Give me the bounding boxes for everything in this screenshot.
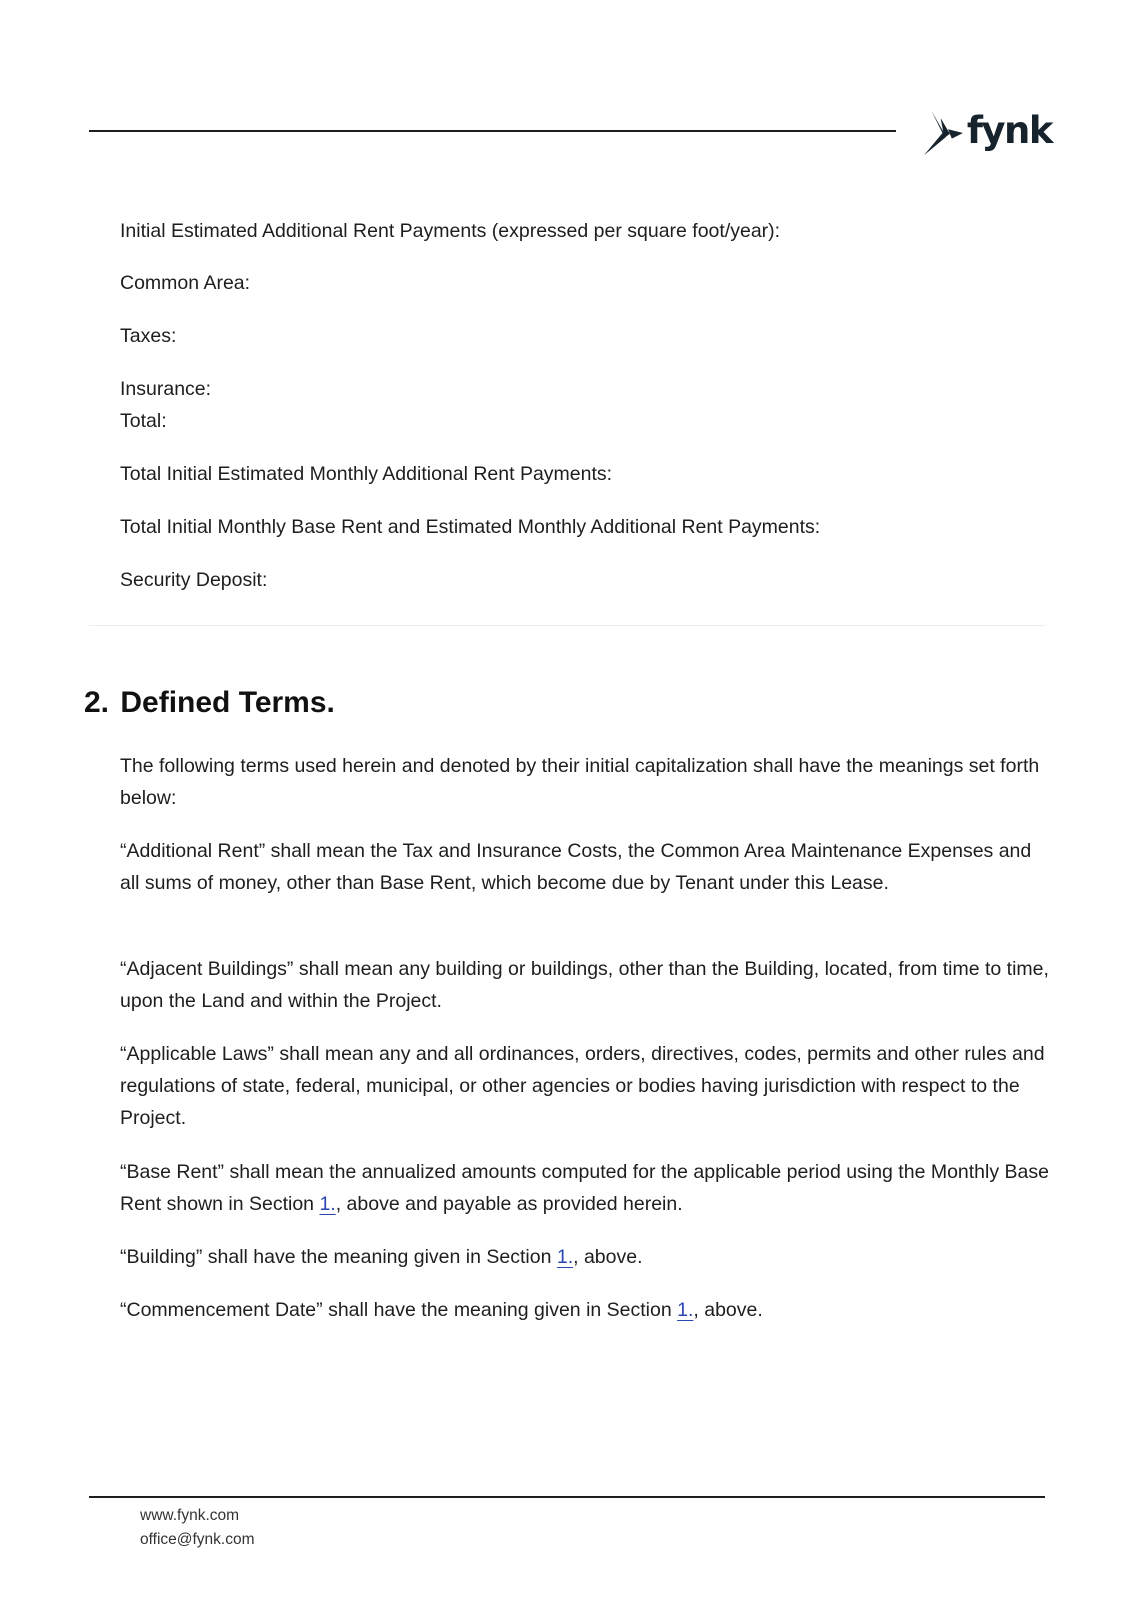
section-title: Defined Terms. <box>120 686 335 719</box>
insurance-label: Insurance: <box>120 378 212 400</box>
total-label: Total: <box>120 410 167 432</box>
section-1-link[interactable]: 1. <box>319 1193 336 1215</box>
fynk-logo <box>922 105 1052 161</box>
definition-text: , above. <box>693 1299 763 1321</box>
section-1-link[interactable]: 1. <box>677 1299 694 1321</box>
footer-email[interactable]: office@fynk.com <box>140 1531 255 1548</box>
section-1-link[interactable]: 1. <box>556 1246 574 1268</box>
additional-rent-payments-label: Initial Estimated Additional Rent Payments (expressed per square foot/year): <box>120 220 781 242</box>
definition-text: “Building” shall have the meaning given in Section <box>120 1246 557 1268</box>
section-number: 2. <box>84 686 110 719</box>
definition-text: “Base Rent” shall mean the annualized amounts computed for the applicable period using the Monthly Base Rent shown in Section <box>120 1161 1049 1215</box>
footer-rule <box>89 1496 1045 1498</box>
total-monthly-base-and-additional-rent-label: Total Initial Monthly Base Rent and Estimated Monthly Additional Rent Payments: <box>120 516 821 538</box>
definition-base-rent <box>120 1156 1050 1220</box>
definition-text: “Commencement Date” shall have the meaning given in Section <box>120 1299 678 1321</box>
section-divider <box>89 625 1045 626</box>
security-deposit-label: Security Deposit: <box>120 569 268 591</box>
bird-logo-icon <box>922 107 965 159</box>
definition-text: , above. <box>573 1246 643 1268</box>
section-intro: The following terms used herein and denoted by their initial capitalization shall have the meanings set forth below: <box>120 755 1040 809</box>
definition-additional-rent: “Additional Rent” shall mean the Tax and Insurance Costs, the Common Area Maintenance Expenses and all sums of money, other than Base Rent, which become due by Tenant under this Lease. <box>120 840 1032 894</box>
definition-adjacent-buildings: “Adjacent Buildings” shall mean any building or buildings, other than the Building, located, from time to time, upon the Land and within the Project. <box>120 958 1049 1012</box>
definition-commencement-date <box>120 1294 1050 1326</box>
header-rule <box>89 130 896 132</box>
taxes-label: Taxes: <box>120 325 177 347</box>
section-heading <box>84 683 335 723</box>
definition-applicable-laws: “Applicable Laws” shall mean any and all ordinances, orders, directives, codes, permits and other rules and regulations of state, federal, municipal, or other agencies or bodies having jurisdiction with respect to the Project. <box>120 1043 1045 1129</box>
definition-text: , above and payable as provided herein. <box>335 1193 683 1215</box>
common-area-label: Common Area: <box>120 272 251 294</box>
total-monthly-additional-rent-label: Total Initial Estimated Monthly Additional Rent Payments: <box>120 463 613 485</box>
logo-wordmark: fynk <box>966 108 1052 152</box>
definition-building <box>120 1241 1050 1273</box>
footer-website[interactable]: www.fynk.com <box>140 1507 240 1524</box>
